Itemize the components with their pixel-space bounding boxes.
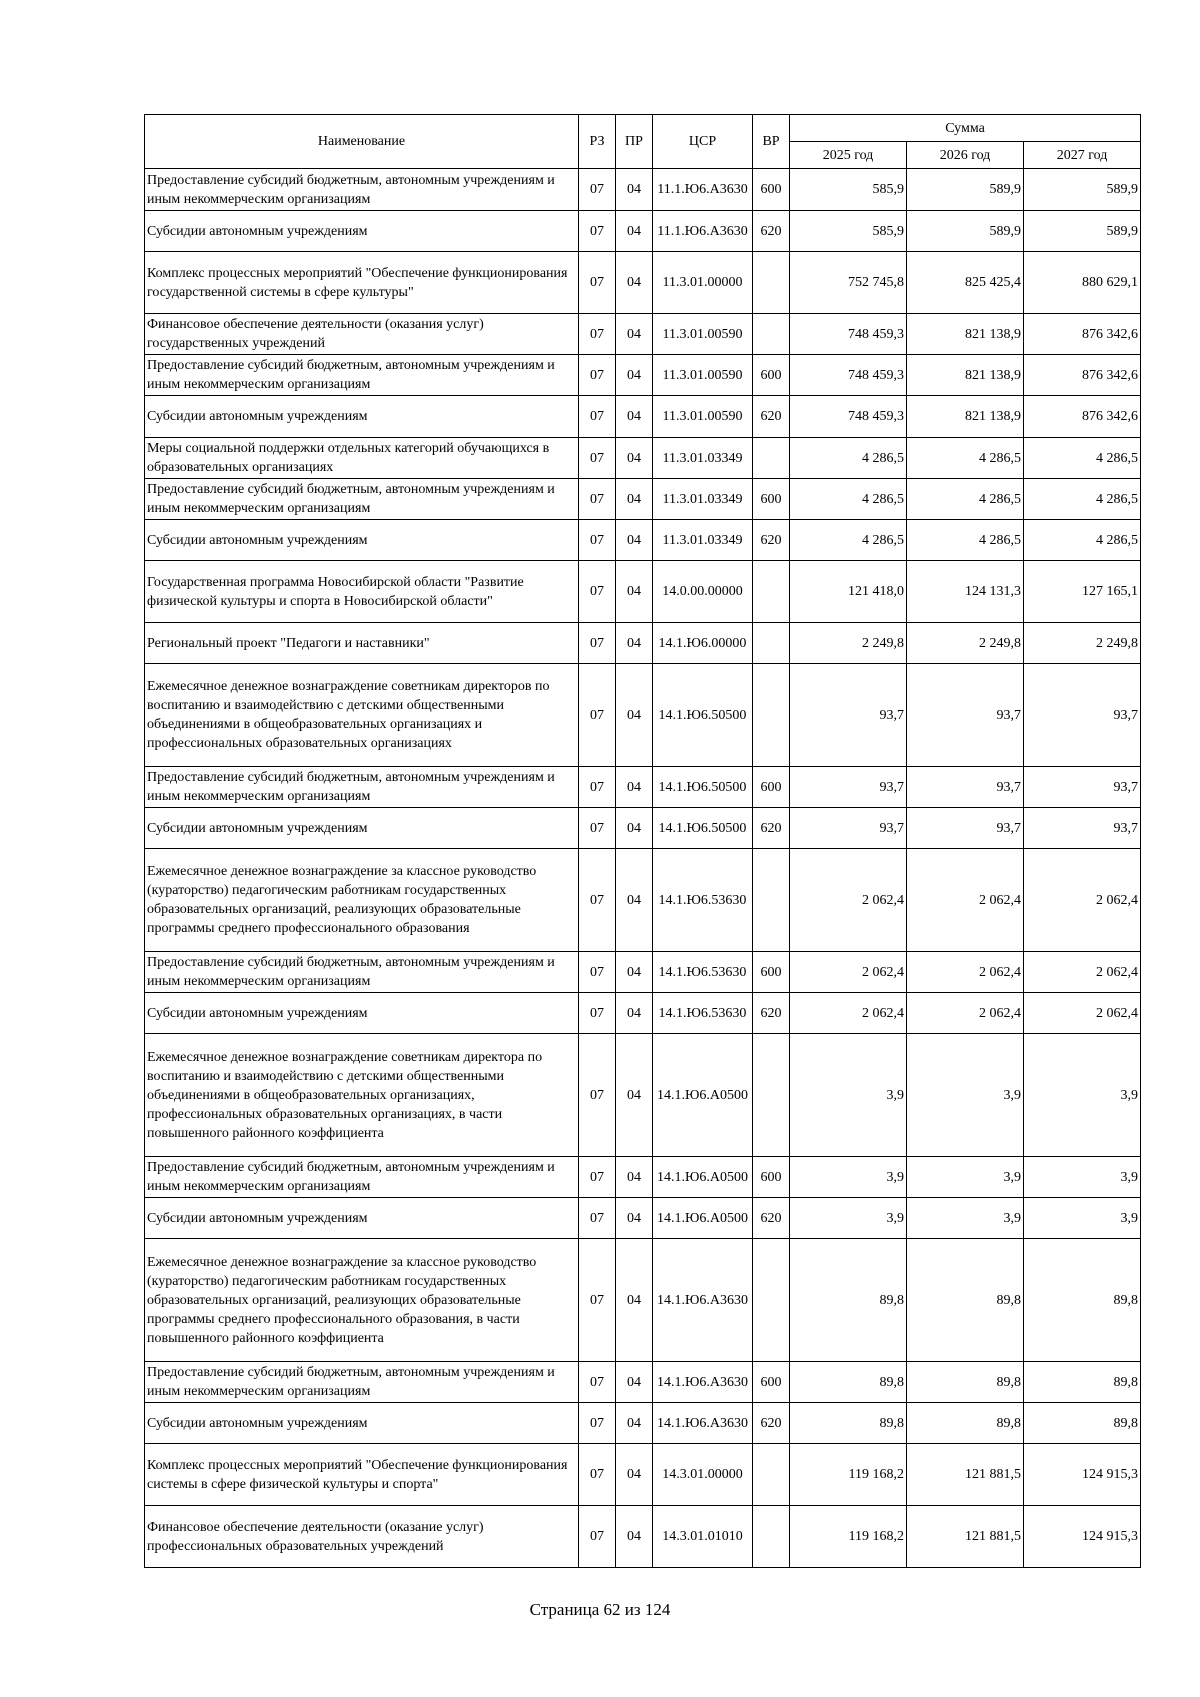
cell-vr: 600: [753, 355, 790, 396]
cell-name: Предоставление субсидий бюджетным, автономным учреждениям и иным некоммерческим организациям: [145, 767, 579, 808]
table-row: [145, 767, 1141, 808]
cell-2027: 4 286,5: [1024, 520, 1141, 561]
cell-2026: 93,7: [907, 767, 1024, 808]
cell-pr: 04: [616, 252, 653, 314]
cell-pr: 04: [616, 664, 653, 767]
cell-csr: 14.1.Ю6.А0500: [653, 1034, 753, 1157]
cell-2026: 821 138,9: [907, 355, 1024, 396]
cell-2026: 589,9: [907, 169, 1024, 211]
cell-rz: 07: [579, 561, 616, 623]
cell-vr: [753, 664, 790, 767]
cell-name: Субсидии автономным учреждениям: [145, 1403, 579, 1444]
cell-2026: 4 286,5: [907, 479, 1024, 520]
cell-2025: 2 062,4: [790, 952, 907, 993]
cell-pr: 04: [616, 211, 653, 252]
cell-2026: 821 138,9: [907, 396, 1024, 438]
cell-2027: 93,7: [1024, 808, 1141, 849]
cell-pr: 04: [616, 169, 653, 211]
cell-csr: 11.3.01.00590: [653, 314, 753, 355]
cell-2026: 4 286,5: [907, 438, 1024, 479]
header-year-2027: 2027 год: [1024, 142, 1141, 169]
cell-vr: [753, 1239, 790, 1362]
cell-csr: 14.1.Ю6.А0500: [653, 1157, 753, 1198]
cell-rz: 07: [579, 169, 616, 211]
cell-2026: 93,7: [907, 808, 1024, 849]
table-row: [145, 438, 1141, 479]
cell-pr: 04: [616, 1444, 653, 1506]
cell-csr: 14.1.Ю6.53630: [653, 849, 753, 952]
cell-2026: 2 062,4: [907, 849, 1024, 952]
cell-2026: 3,9: [907, 1034, 1024, 1157]
cell-2025: 752 745,8: [790, 252, 907, 314]
cell-csr: 14.1.Ю6.А3630: [653, 1239, 753, 1362]
budget-table: [144, 114, 1141, 1568]
cell-pr: 04: [616, 520, 653, 561]
header-year-2025: 2025 год: [790, 142, 907, 169]
cell-csr: 11.3.01.03349: [653, 479, 753, 520]
cell-vr: 620: [753, 211, 790, 252]
cell-pr: 04: [616, 479, 653, 520]
cell-vr: [753, 314, 790, 355]
table-row: [145, 396, 1141, 438]
cell-name: Субсидии автономным учреждениям: [145, 1198, 579, 1239]
cell-vr: 620: [753, 396, 790, 438]
cell-2026: 3,9: [907, 1198, 1024, 1239]
table-row: [145, 623, 1141, 664]
cell-rz: 07: [579, 623, 616, 664]
cell-2027: 127 165,1: [1024, 561, 1141, 623]
cell-2025: 748 459,3: [790, 355, 907, 396]
cell-2027: 876 342,6: [1024, 396, 1141, 438]
cell-rz: 07: [579, 314, 616, 355]
cell-2026: 4 286,5: [907, 520, 1024, 561]
cell-2027: 2 062,4: [1024, 849, 1141, 952]
table-row: [145, 355, 1141, 396]
cell-2025: 2 062,4: [790, 849, 907, 952]
cell-2025: 3,9: [790, 1157, 907, 1198]
cell-csr: 11.3.01.00590: [653, 396, 753, 438]
cell-csr: 11.1.Ю6.А3630: [653, 169, 753, 211]
cell-name: Ежемесячное денежное вознаграждение за классное руководство (кураторство) педагогическим работникам государственных образовательных организаций, реализующих образовательные программы среднего профессионального образования, в части повышенного районного коэффициента: [145, 1239, 579, 1362]
cell-vr: [753, 438, 790, 479]
cell-name: Ежемесячное денежное вознаграждение советникам директоров по воспитанию и взаимодействию с детскими общественными объединениями в общеобразовательных организациях и профессиональных образовательных организациях: [145, 664, 579, 767]
table-row: [145, 1198, 1141, 1239]
cell-csr: 14.1.Ю6.50500: [653, 664, 753, 767]
table-row: [145, 252, 1141, 314]
cell-vr: 600: [753, 1362, 790, 1403]
table-row: [145, 1157, 1141, 1198]
cell-pr: 04: [616, 808, 653, 849]
cell-2026: 825 425,4: [907, 252, 1024, 314]
cell-csr: 14.0.00.00000: [653, 561, 753, 623]
cell-vr: [753, 561, 790, 623]
table-row: [145, 1506, 1141, 1568]
cell-rz: 07: [579, 396, 616, 438]
table-row: [145, 479, 1141, 520]
cell-2027: 124 915,3: [1024, 1506, 1141, 1568]
cell-name: Субсидии автономным учреждениям: [145, 396, 579, 438]
cell-2025: 585,9: [790, 169, 907, 211]
cell-pr: 04: [616, 767, 653, 808]
cell-2025: 93,7: [790, 808, 907, 849]
cell-2027: 2 062,4: [1024, 993, 1141, 1034]
cell-pr: 04: [616, 1198, 653, 1239]
cell-rz: 07: [579, 479, 616, 520]
cell-vr: 620: [753, 993, 790, 1034]
cell-2027: 89,8: [1024, 1362, 1141, 1403]
table-row: [145, 1362, 1141, 1403]
cell-rz: 07: [579, 438, 616, 479]
cell-pr: 04: [616, 438, 653, 479]
cell-pr: 04: [616, 561, 653, 623]
cell-rz: 07: [579, 1444, 616, 1506]
cell-rz: 07: [579, 767, 616, 808]
cell-2026: 821 138,9: [907, 314, 1024, 355]
cell-csr: 14.1.Ю6.А0500: [653, 1198, 753, 1239]
cell-name: Государственная программа Новосибирской области "Развитие физической культуры и спорта в Новосибирской области": [145, 561, 579, 623]
cell-name: Предоставление субсидий бюджетным, автономным учреждениям и иным некоммерческим организациям: [145, 1157, 579, 1198]
cell-csr: 11.3.01.03349: [653, 520, 753, 561]
table-row: [145, 1034, 1141, 1157]
cell-rz: 07: [579, 1239, 616, 1362]
cell-2027: 3,9: [1024, 1157, 1141, 1198]
cell-2026: 89,8: [907, 1403, 1024, 1444]
cell-2025: 89,8: [790, 1239, 907, 1362]
cell-rz: 07: [579, 849, 616, 952]
cell-csr: 11.3.01.03349: [653, 438, 753, 479]
cell-name: Финансовое обеспечение деятельности (оказания услуг) государственных учреждений: [145, 314, 579, 355]
cell-csr: 14.1.Ю6.А3630: [653, 1362, 753, 1403]
cell-pr: 04: [616, 849, 653, 952]
header-pr: ПР: [616, 115, 653, 169]
cell-name: Региональный проект "Педагоги и наставники": [145, 623, 579, 664]
header-sum: Сумма: [790, 115, 1141, 142]
table-row: [145, 808, 1141, 849]
cell-vr: 620: [753, 1403, 790, 1444]
cell-csr: 11.3.01.00590: [653, 355, 753, 396]
table-row: [145, 211, 1141, 252]
cell-vr: [753, 252, 790, 314]
table-row: [145, 1444, 1141, 1506]
table-row: [145, 993, 1141, 1034]
header-vr: ВР: [753, 115, 790, 169]
cell-2026: 3,9: [907, 1157, 1024, 1198]
cell-2027: 880 629,1: [1024, 252, 1141, 314]
cell-2027: 876 342,6: [1024, 314, 1141, 355]
table-body: [145, 169, 1141, 1568]
cell-name: Комплекс процессных мероприятий "Обеспечение функционирования системы в сфере физической культуры и спорта": [145, 1444, 579, 1506]
cell-2025: 4 286,5: [790, 479, 907, 520]
cell-name: Субсидии автономным учреждениям: [145, 808, 579, 849]
cell-2027: 3,9: [1024, 1198, 1141, 1239]
cell-2026: 121 881,5: [907, 1506, 1024, 1568]
cell-2027: 89,8: [1024, 1403, 1141, 1444]
cell-pr: 04: [616, 1034, 653, 1157]
cell-2027: 124 915,3: [1024, 1444, 1141, 1506]
cell-rz: 07: [579, 1403, 616, 1444]
cell-vr: 600: [753, 767, 790, 808]
table-row: [145, 520, 1141, 561]
cell-csr: 14.1.Ю6.50500: [653, 767, 753, 808]
cell-name: Комплекс процессных мероприятий "Обеспечение функционирования государственной системы в сфере культуры": [145, 252, 579, 314]
cell-vr: 620: [753, 520, 790, 561]
table-row: [145, 1403, 1141, 1444]
cell-rz: 07: [579, 993, 616, 1034]
cell-2027: 589,9: [1024, 211, 1141, 252]
cell-2025: 93,7: [790, 767, 907, 808]
cell-vr: [753, 1444, 790, 1506]
cell-2027: 89,8: [1024, 1239, 1141, 1362]
cell-vr: [753, 623, 790, 664]
cell-csr: 14.1.Ю6.53630: [653, 993, 753, 1034]
cell-2027: 4 286,5: [1024, 438, 1141, 479]
cell-csr: 14.3.01.00000: [653, 1444, 753, 1506]
cell-name: Финансовое обеспечение деятельности (оказание услуг) профессиональных образовательных учреждений: [145, 1506, 579, 1568]
cell-rz: 07: [579, 252, 616, 314]
cell-2025: 93,7: [790, 664, 907, 767]
cell-name: Меры социальной поддержки отдельных категорий обучающихся в образовательных организациях: [145, 438, 579, 479]
table-row: [145, 952, 1141, 993]
cell-pr: 04: [616, 1157, 653, 1198]
cell-2025: 121 418,0: [790, 561, 907, 623]
cell-csr: 14.1.Ю6.50500: [653, 808, 753, 849]
cell-name: Субсидии автономным учреждениям: [145, 520, 579, 561]
cell-2026: 93,7: [907, 664, 1024, 767]
cell-pr: 04: [616, 1239, 653, 1362]
cell-2027: 2 062,4: [1024, 952, 1141, 993]
cell-rz: 07: [579, 808, 616, 849]
cell-2025: 119 168,2: [790, 1506, 907, 1568]
cell-pr: 04: [616, 1403, 653, 1444]
table-row: [145, 664, 1141, 767]
cell-2025: 748 459,3: [790, 396, 907, 438]
cell-csr: 11.3.01.00000: [653, 252, 753, 314]
cell-vr: 600: [753, 479, 790, 520]
page-number: Страница 62 из 124: [529, 1600, 671, 1619]
cell-2025: 2 249,8: [790, 623, 907, 664]
cell-2027: 876 342,6: [1024, 355, 1141, 396]
cell-name: Ежемесячное денежное вознаграждение за классное руководство (кураторство) педагогическим работникам государственных образовательных организаций, реализующих образовательные программы среднего профессионального образования: [145, 849, 579, 952]
cell-name: Предоставление субсидий бюджетным, автономным учреждениям и иным некоммерческим организациям: [145, 355, 579, 396]
cell-pr: 04: [616, 314, 653, 355]
header-name: Наименование: [145, 115, 579, 169]
cell-2027: 93,7: [1024, 664, 1141, 767]
cell-rz: 07: [579, 1198, 616, 1239]
cell-rz: 07: [579, 664, 616, 767]
cell-2026: 589,9: [907, 211, 1024, 252]
cell-name: Предоставление субсидий бюджетным, автономным учреждениям и иным некоммерческим организациям: [145, 169, 579, 211]
cell-rz: 07: [579, 520, 616, 561]
header-rz: РЗ: [579, 115, 616, 169]
cell-2026: 2 062,4: [907, 952, 1024, 993]
cell-2027: 2 249,8: [1024, 623, 1141, 664]
cell-rz: 07: [579, 355, 616, 396]
cell-2026: 89,8: [907, 1239, 1024, 1362]
cell-rz: 07: [579, 211, 616, 252]
header-csr: ЦСР: [653, 115, 753, 169]
cell-2025: 3,9: [790, 1198, 907, 1239]
cell-2025: 89,8: [790, 1362, 907, 1403]
cell-rz: 07: [579, 1034, 616, 1157]
table-header: [145, 115, 1141, 169]
cell-pr: 04: [616, 623, 653, 664]
cell-2026: 121 881,5: [907, 1444, 1024, 1506]
table-row: [145, 314, 1141, 355]
cell-pr: 04: [616, 1362, 653, 1403]
cell-csr: 14.3.01.01010: [653, 1506, 753, 1568]
cell-csr: 11.1.Ю6.А3630: [653, 211, 753, 252]
cell-vr: 600: [753, 952, 790, 993]
cell-2025: 89,8: [790, 1403, 907, 1444]
cell-2026: 2 062,4: [907, 993, 1024, 1034]
cell-vr: 600: [753, 169, 790, 211]
cell-rz: 07: [579, 1506, 616, 1568]
cell-pr: 04: [616, 355, 653, 396]
cell-name: Ежемесячное денежное вознаграждение советникам директора по воспитанию и взаимодействию с детскими общественными объединениями в общеобразовательных организациях, профессиональных образовательных организациях, в части повышенного районного коэффициента: [145, 1034, 579, 1157]
cell-pr: 04: [616, 1506, 653, 1568]
cell-vr: [753, 849, 790, 952]
cell-name: Предоставление субсидий бюджетным, автономным учреждениям и иным некоммерческим организациям: [145, 479, 579, 520]
cell-name: Предоставление субсидий бюджетным, автономным учреждениям и иным некоммерческим организациям: [145, 952, 579, 993]
cell-2027: 589,9: [1024, 169, 1141, 211]
table-row: [145, 561, 1141, 623]
cell-vr: 620: [753, 1198, 790, 1239]
table-row: [145, 849, 1141, 952]
table-row: [145, 1239, 1141, 1362]
cell-pr: 04: [616, 396, 653, 438]
cell-2025: 3,9: [790, 1034, 907, 1157]
cell-2025: 119 168,2: [790, 1444, 907, 1506]
cell-2026: 89,8: [907, 1362, 1024, 1403]
cell-2025: 748 459,3: [790, 314, 907, 355]
cell-2025: 585,9: [790, 211, 907, 252]
cell-vr: 620: [753, 808, 790, 849]
cell-csr: 14.1.Ю6.00000: [653, 623, 753, 664]
cell-name: Предоставление субсидий бюджетным, автономным учреждениям и иным некоммерческим организациям: [145, 1362, 579, 1403]
cell-2025: 4 286,5: [790, 438, 907, 479]
cell-name: Субсидии автономным учреждениям: [145, 993, 579, 1034]
cell-vr: [753, 1506, 790, 1568]
cell-rz: 07: [579, 952, 616, 993]
header-year-2026: 2026 год: [907, 142, 1024, 169]
cell-2026: 124 131,3: [907, 561, 1024, 623]
cell-2027: 4 286,5: [1024, 479, 1141, 520]
cell-rz: 07: [579, 1157, 616, 1198]
cell-rz: 07: [579, 1362, 616, 1403]
cell-2025: 2 062,4: [790, 993, 907, 1034]
cell-vr: 600: [753, 1157, 790, 1198]
cell-vr: [753, 1034, 790, 1157]
cell-2027: 93,7: [1024, 767, 1141, 808]
cell-2026: 2 249,8: [907, 623, 1024, 664]
cell-pr: 04: [616, 952, 653, 993]
cell-csr: 14.1.Ю6.53630: [653, 952, 753, 993]
table-row: [145, 169, 1141, 211]
cell-csr: 14.1.Ю6.А3630: [653, 1403, 753, 1444]
cell-2027: 3,9: [1024, 1034, 1141, 1157]
cell-name: Субсидии автономным учреждениям: [145, 211, 579, 252]
cell-pr: 04: [616, 993, 653, 1034]
cell-2025: 4 286,5: [790, 520, 907, 561]
